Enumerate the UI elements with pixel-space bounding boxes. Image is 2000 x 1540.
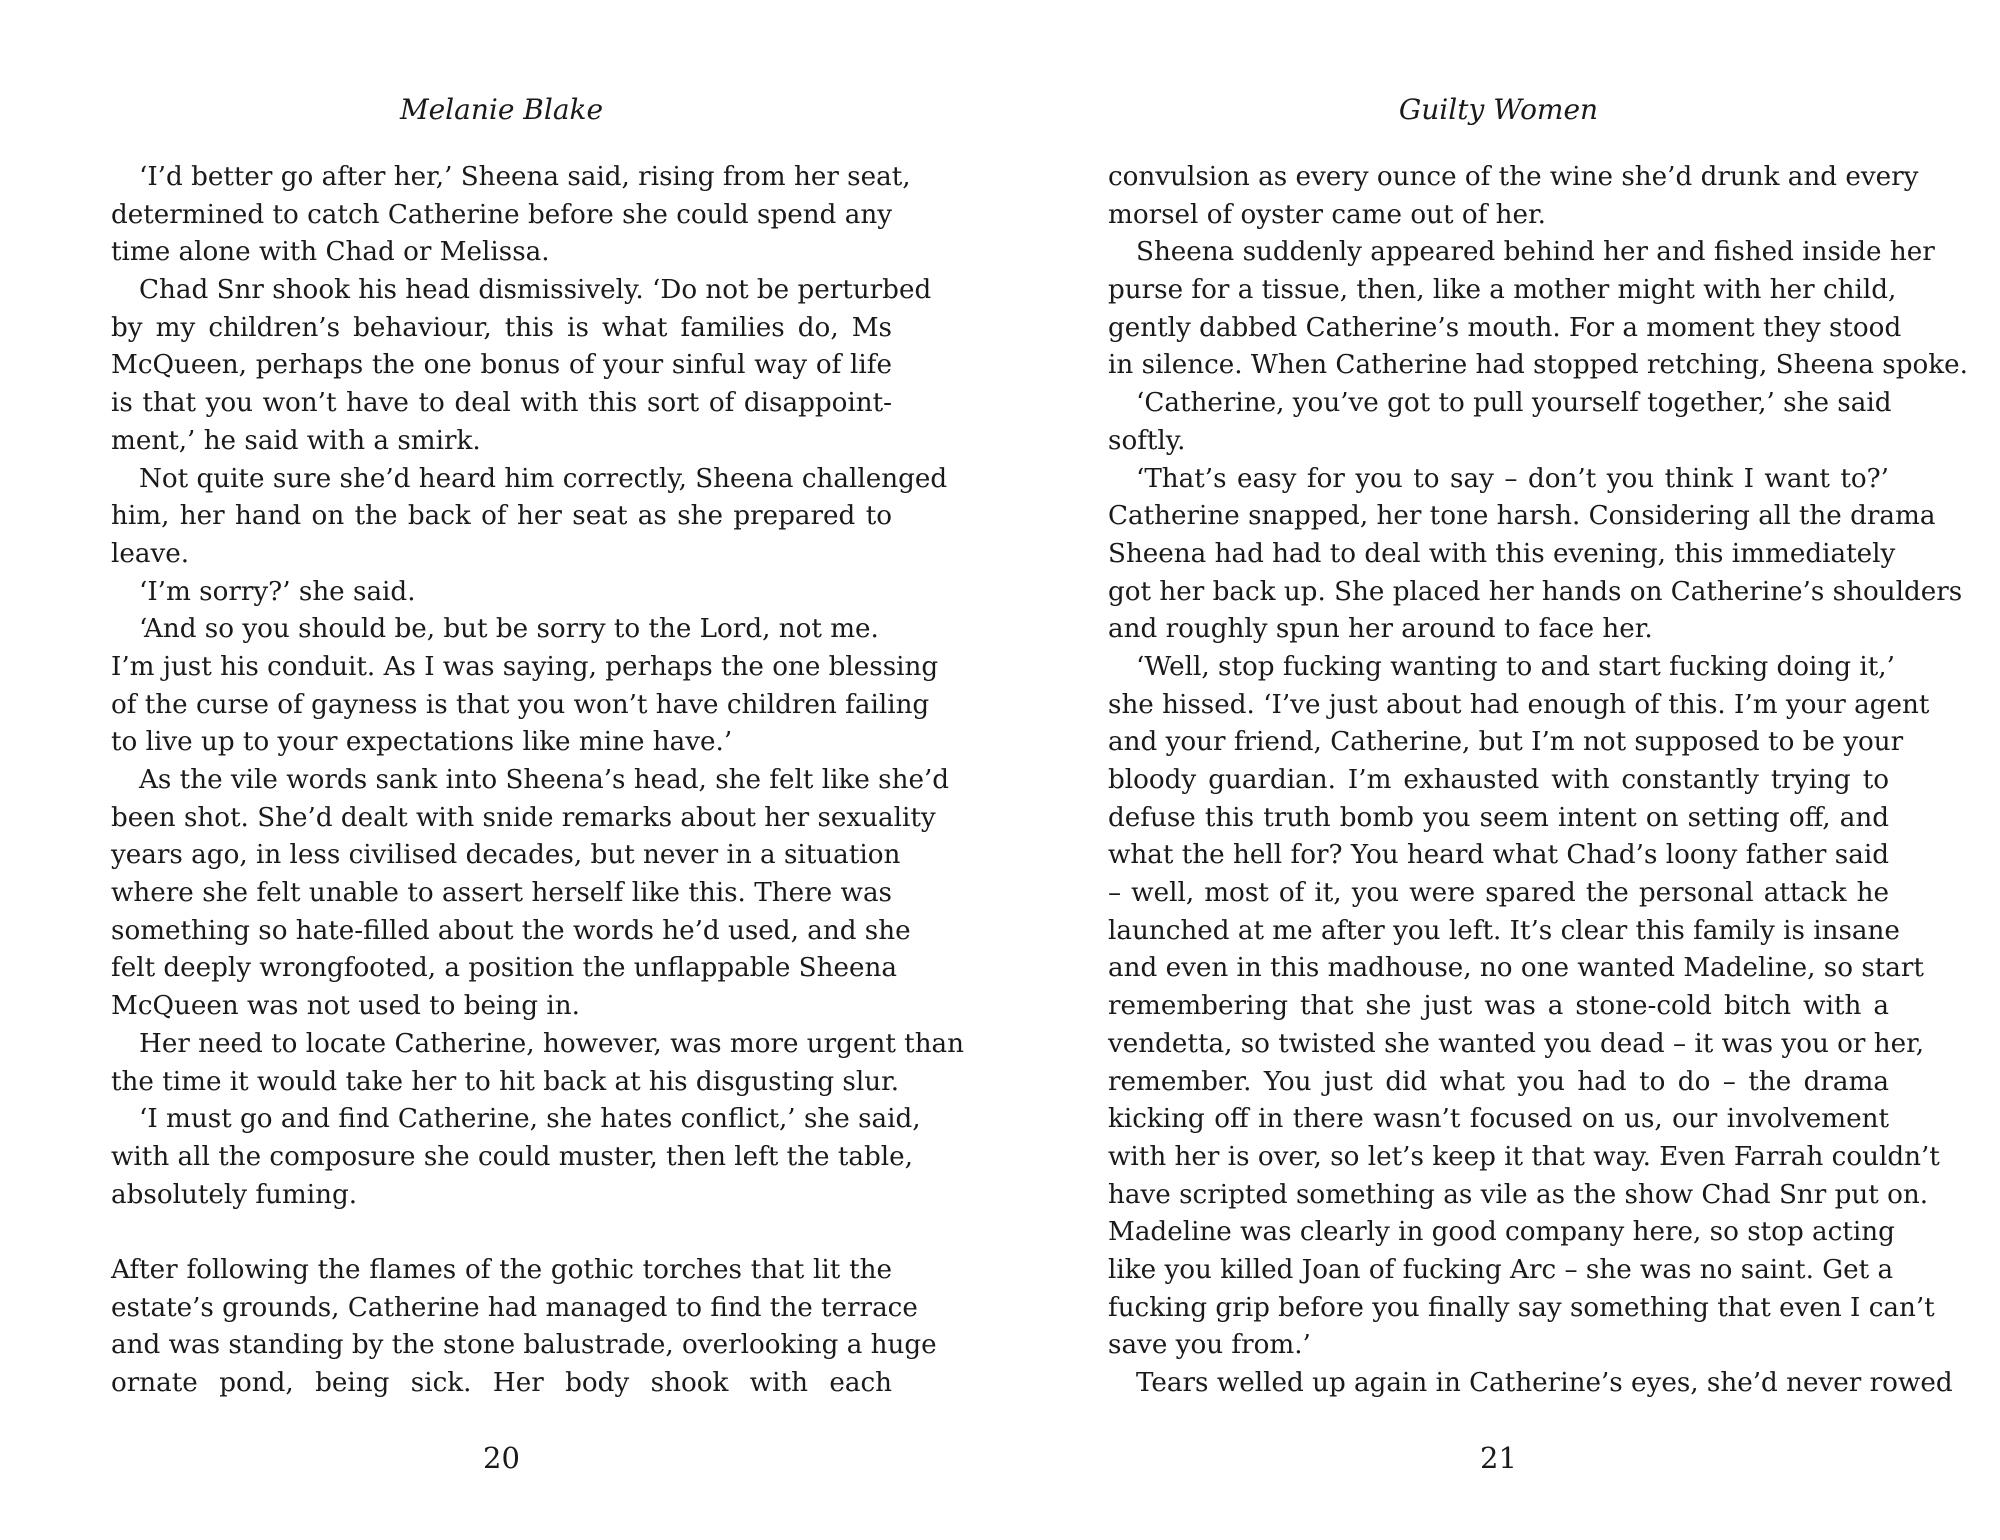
text-line: Sheena had had to deal with this evening, this immediately — [1108, 538, 1896, 569]
text-line: After following the flames of the gothic torches that lit the — [111, 1254, 892, 1285]
text-line: kicking off in there wasn’t focused on us, our involvement — [1108, 1104, 1889, 1135]
text-line: McQueen, perhaps the one bonus of your sinful way of life — [111, 350, 892, 381]
text-line: remember. You just did what you had to do – the drama — [1108, 1066, 1889, 1097]
text-line: the time it would take her to hit back at his disgusting slur. — [111, 1066, 900, 1097]
text-line: vendetta, so twisted she wanted you dead – it was you or her, — [1108, 1028, 1925, 1059]
text-line: bloody guardian. I’m exhausted with constantly trying to — [1108, 765, 1889, 795]
text-line: ‘I’m sorry?’ she said. — [139, 576, 416, 607]
text-line: years ago, in less civilised decades, but never in a situation — [111, 840, 901, 871]
text-line: and your friend, Catherine, but I’m not supposed to be your — [1108, 727, 1904, 758]
text-line: and even in this madhouse, no one wanted Madeline, so start — [1108, 953, 1924, 984]
text-line: ‘Well, stop fucking wanting to and start fucking doing it,’ — [1136, 651, 1895, 682]
text-line: purse for a tissue, then, like a mother might with her child, — [1108, 275, 1897, 306]
text-line: have scripted something as vile as the show Chad Snr put on. — [1108, 1179, 1929, 1210]
text-line: softly. — [1108, 425, 1186, 456]
text-line: and roughly spun her around to face her. — [1108, 614, 1653, 645]
text-line: to live up to your expectations like mine have.’ — [111, 727, 733, 758]
text-line: time alone with Chad or Melissa. — [111, 237, 550, 268]
page-number-right: 21 — [1480, 1441, 1517, 1475]
text-line: estate’s grounds, Catherine had managed to find the terrace — [111, 1292, 918, 1323]
text-line: something so hate-filled about the words he’d used, and she — [111, 915, 911, 946]
text-line: I’m just his conduit. As I was saying, perhaps the one blessing — [111, 651, 939, 682]
running-head-title: Guilty Women — [1398, 93, 1599, 126]
text-line: McQueen was not used to being in. — [111, 991, 580, 1022]
text-line: fucking grip before you finally say something that even I can’t — [1108, 1292, 1935, 1323]
text-line: felt deeply wrongfooted, a position the unflappable Sheena — [111, 953, 897, 984]
text-line: with all the composure she could muster, then left the table, — [111, 1141, 913, 1172]
text-line: in silence. When Catherine had stopped retching, Sheena spoke. — [1108, 350, 1968, 381]
running-head-author: Melanie Blake — [399, 93, 604, 126]
text-line: As the vile words sank into Sheena’s head, she felt like she’d — [139, 765, 950, 795]
text-line: – well, most of it, you were spared the personal attack he — [1108, 878, 1889, 909]
text-line: Madeline was clearly in good company here, so stop acting — [1108, 1217, 1895, 1248]
text-line: been shot. She’d dealt with snide remarks about her sexuality — [111, 802, 936, 833]
text-line: Catherine snapped, her tone harsh. Considering all the drama — [1108, 501, 1936, 532]
text-line: launched at me after you left. It’s clear this family is insane — [1108, 915, 1900, 946]
text-line: gently dabbed Catherine’s mouth. For a moment they stood — [1108, 312, 1902, 343]
text-line: ‘That’s easy for you to say – don’t you think I want to?’ — [1136, 463, 1889, 494]
text-line: Her need to locate Catherine, however, was more urgent than — [139, 1028, 965, 1059]
left-page — [111, 0, 965, 1540]
text-line: what the hell for? You heard what Chad’s loony father said — [1108, 840, 1889, 871]
text-line: by my children’s behaviour, this is what families do, Ms — [111, 312, 892, 343]
text-line: save you from.’ — [1108, 1330, 1311, 1361]
text-line: morsel of oyster came out of her. — [1108, 199, 1546, 230]
text-line: ornate pond, being sick. Her body shook with each — [111, 1368, 892, 1398]
text-line: ‘I must go and find Catherine, she hates conflict,’ she said, — [139, 1104, 921, 1135]
text-line: remembering that she just was a stone-cold bitch with a — [1108, 991, 1889, 1022]
text-line: leave. — [111, 538, 190, 569]
right-page-body-text — [1108, 159, 1968, 1403]
page-number-left: 20 — [483, 1441, 520, 1475]
text-line: Sheena suddenly appeared behind her and fished inside her — [1136, 237, 1935, 268]
text-line: Tears welled up again in Catherine’s eyes, she’d never rowed — [1136, 1368, 1953, 1398]
text-line: ‘Catherine, you’ve got to pull yourself together,’ she said — [1136, 388, 1892, 419]
text-line: ‘And so you should be, but be sorry to the Lord, not me. — [139, 614, 879, 645]
text-line: ment,’ he said with a smirk. — [111, 425, 481, 456]
text-line: defuse this truth bomb you seem intent on setting off, and — [1108, 802, 1889, 833]
text-line: where she felt unable to assert herself like this. There was — [111, 878, 892, 909]
text-line: absolutely fuming. — [111, 1179, 358, 1210]
left-page-body-text — [111, 159, 965, 1403]
text-line: Not quite sure she’d heard him correctly, Sheena challenged — [139, 463, 948, 494]
right-page — [1108, 0, 1968, 1540]
text-line: and was standing by the stone balustrade, overlooking a huge — [111, 1330, 937, 1361]
text-line: of the curse of gayness is that you won’t have children failing — [111, 689, 930, 720]
text-line: is that you won’t have to deal with this sort of disappoint- — [111, 388, 892, 419]
text-line: like you killed Joan of fucking Arc – she was no saint. Get a — [1108, 1254, 1894, 1285]
section-break — [111, 1214, 892, 1252]
text-line: ‘I’d better go after her,’ Sheena said, rising from her seat, — [139, 162, 911, 192]
text-line: she hissed. ‘I’ve just about had enough of this. I’m your agent — [1108, 689, 1930, 720]
text-line: with her is over, so let’s keep it that way. Even Farrah couldn’t — [1108, 1141, 1940, 1172]
text-line: Chad Snr shook his head dismissively. ‘Do not be perturbed — [139, 275, 932, 306]
text-line: determined to catch Catherine before she could spend any — [111, 199, 892, 230]
text-line: got her back up. She placed her hands on Catherine’s shoulders — [1108, 576, 1963, 607]
text-line: him, her hand on the back of her seat as she prepared to — [111, 501, 892, 532]
text-line: convulsion as every ounce of the wine she’d drunk and every — [1108, 162, 1919, 192]
